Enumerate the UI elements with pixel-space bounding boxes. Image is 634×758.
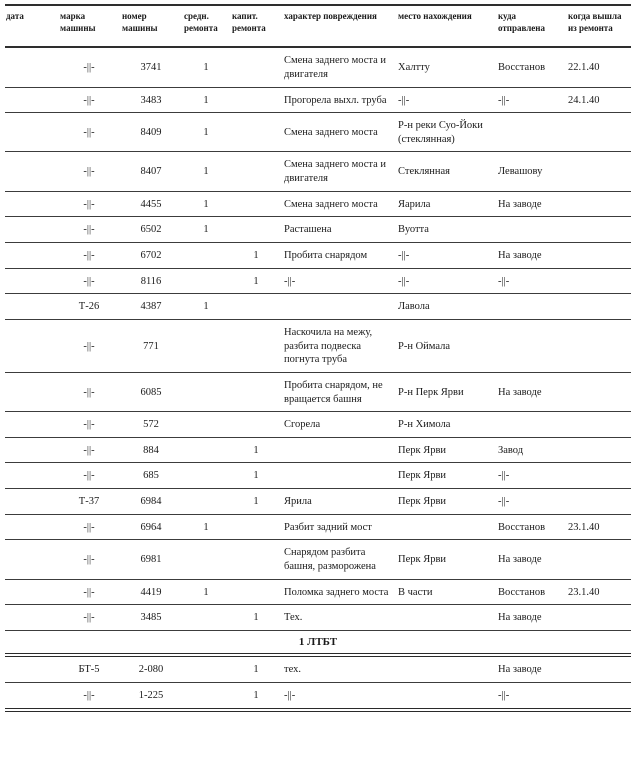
column-header-marka: марка машины [59, 5, 121, 47]
cell-nomer: 4455 [121, 191, 183, 217]
cell-harakter: Ярила [283, 489, 397, 515]
cell-kogda [567, 294, 631, 320]
cell-mesto: Перк Ярви [397, 489, 497, 515]
cell-nomer: 3485 [121, 605, 183, 631]
cell-mesto [397, 682, 497, 709]
cell-sredn [183, 463, 231, 489]
cell-data [5, 579, 59, 605]
cell-mesto: Вуотта [397, 217, 497, 243]
cell-kuda: Восстанов [497, 579, 567, 605]
cell-marka: -||- [59, 514, 121, 540]
cell-sredn [183, 319, 231, 372]
cell-kuda: На заводе [497, 191, 567, 217]
cell-kapit: 1 [231, 437, 283, 463]
cell-sredn: 1 [183, 579, 231, 605]
cell-mesto [397, 655, 497, 682]
cell-data [5, 268, 59, 294]
cell-nomer: 884 [121, 437, 183, 463]
cell-sredn: 1 [183, 47, 231, 87]
cell-marka: -||- [59, 191, 121, 217]
cell-harakter: Разбит задний мост [283, 514, 397, 540]
cell-data [5, 217, 59, 243]
column-header-harakter: характер повреждения [283, 5, 397, 47]
cell-mesto: Стеклянная [397, 152, 497, 191]
cell-kuda [497, 113, 567, 152]
cell-harakter [283, 437, 397, 463]
cell-kapit [231, 514, 283, 540]
cell-kuda [497, 319, 567, 372]
cell-kogda: 24.1.40 [567, 87, 631, 113]
cell-kapit: 1 [231, 655, 283, 682]
cell-kuda: На заводе [497, 655, 567, 682]
table-row [5, 191, 631, 217]
cell-nomer: 685 [121, 463, 183, 489]
cell-kuda: Восстанов [497, 47, 567, 87]
cell-kuda: -||- [497, 463, 567, 489]
cell-mesto [397, 605, 497, 631]
cell-data [5, 191, 59, 217]
column-header-mesto: место нахождения [397, 5, 497, 47]
cell-nomer: 4387 [121, 294, 183, 320]
cell-mesto: Яарила [397, 191, 497, 217]
cell-kogda [567, 463, 631, 489]
cell-kuda [497, 294, 567, 320]
cell-marka: -||- [59, 87, 121, 113]
cell-kapit: 1 [231, 489, 283, 515]
cell-kogda [567, 217, 631, 243]
table-row [5, 579, 631, 605]
cell-mesto: В части [397, 579, 497, 605]
table-row [5, 152, 631, 191]
table-row [5, 682, 631, 709]
column-header-data: дата [5, 5, 59, 47]
cell-kuda [497, 217, 567, 243]
cell-sredn [183, 682, 231, 709]
cell-nomer: 6981 [121, 540, 183, 579]
cell-marka: -||- [59, 682, 121, 709]
table-row [5, 655, 631, 682]
cell-data [5, 682, 59, 709]
cell-marka: -||- [59, 412, 121, 438]
cell-kogda: 23.1.40 [567, 579, 631, 605]
cell-kuda [497, 412, 567, 438]
table-header [5, 5, 631, 47]
cell-sredn: 1 [183, 152, 231, 191]
column-header-kapit: капит. ремонта [231, 5, 283, 47]
repair-table [5, 4, 631, 712]
cell-mesto: -||- [397, 243, 497, 269]
cell-harakter: тех. [283, 655, 397, 682]
cell-harakter: Тех. [283, 605, 397, 631]
cell-kuda: -||- [497, 489, 567, 515]
cell-data [5, 294, 59, 320]
cell-sredn [183, 372, 231, 411]
cell-mesto: Перк Ярви [397, 540, 497, 579]
cell-mesto: -||- [397, 87, 497, 113]
cell-data [5, 372, 59, 411]
cell-nomer: 771 [121, 319, 183, 372]
cell-sredn [183, 268, 231, 294]
cell-harakter: Смена заднего моста и двигателя [283, 47, 397, 87]
cell-sredn [183, 412, 231, 438]
cell-harakter: Сгорела [283, 412, 397, 438]
table-row [5, 489, 631, 515]
cell-kapit [231, 87, 283, 113]
cell-kogda [567, 268, 631, 294]
cell-harakter [283, 463, 397, 489]
cell-data [5, 463, 59, 489]
cell-marka: -||- [59, 605, 121, 631]
cell-marka: -||- [59, 113, 121, 152]
cell-sredn [183, 605, 231, 631]
cell-nomer: 3741 [121, 47, 183, 87]
cell-nomer: 6085 [121, 372, 183, 411]
cell-marka: -||- [59, 579, 121, 605]
table-row [5, 540, 631, 579]
cell-kuda: Восстанов [497, 514, 567, 540]
cell-sredn [183, 540, 231, 579]
table-row [5, 605, 631, 631]
cell-sredn: 1 [183, 217, 231, 243]
cell-marka: -||- [59, 319, 121, 372]
cell-marka: БТ-5 [59, 655, 121, 682]
section-row [5, 630, 631, 655]
cell-mesto: Р-н реки Суо-Йоки (стеклянная) [397, 113, 497, 152]
cell-kapit [231, 113, 283, 152]
table-row [5, 268, 631, 294]
cell-nomer: 6702 [121, 243, 183, 269]
cell-kuda: -||- [497, 682, 567, 709]
table-row [5, 87, 631, 113]
cell-nomer: 6502 [121, 217, 183, 243]
cell-kogda [567, 489, 631, 515]
cell-nomer: 2-080 [121, 655, 183, 682]
cell-data [5, 655, 59, 682]
cell-harakter: Наскочила на межу, разбита подвеска погнута труба [283, 319, 397, 372]
cell-marka: -||- [59, 372, 121, 411]
cell-kapit [231, 47, 283, 87]
table-row [5, 372, 631, 411]
cell-harakter: Пробита снарядом [283, 243, 397, 269]
cell-nomer: 6964 [121, 514, 183, 540]
cell-data [5, 514, 59, 540]
cell-kogda [567, 605, 631, 631]
cell-marka: -||- [59, 152, 121, 191]
cell-data [5, 87, 59, 113]
cell-sredn: 1 [183, 87, 231, 113]
column-header-nomer: номер машины [121, 5, 183, 47]
cell-kogda [567, 243, 631, 269]
cell-data [5, 113, 59, 152]
cell-kuda: На заводе [497, 243, 567, 269]
cell-kuda: Завод [497, 437, 567, 463]
cell-kuda: -||- [497, 87, 567, 113]
cell-mesto [397, 514, 497, 540]
cell-kogda [567, 319, 631, 372]
cell-sredn [183, 437, 231, 463]
cell-marka: -||- [59, 268, 121, 294]
cell-sredn: 1 [183, 514, 231, 540]
cell-nomer: 8407 [121, 152, 183, 191]
cell-kapit [231, 412, 283, 438]
cell-marka: -||- [59, 540, 121, 579]
cell-marka: Т-37 [59, 489, 121, 515]
cell-nomer: 4419 [121, 579, 183, 605]
table-row [5, 514, 631, 540]
cell-data [5, 47, 59, 87]
table-row [5, 243, 631, 269]
cell-mesto: Халтту [397, 47, 497, 87]
cell-kuda: На заводе [497, 540, 567, 579]
cell-harakter: -||- [283, 268, 397, 294]
cell-kogda [567, 412, 631, 438]
cell-data [5, 605, 59, 631]
cell-marka: Т-26 [59, 294, 121, 320]
cell-kapit: 1 [231, 243, 283, 269]
cell-mesto: -||- [397, 268, 497, 294]
table-row [5, 463, 631, 489]
cell-nomer: 3483 [121, 87, 183, 113]
cell-data [5, 319, 59, 372]
table-row [5, 294, 631, 320]
cell-kogda [567, 682, 631, 709]
cell-kogda [567, 437, 631, 463]
cell-sredn: 1 [183, 294, 231, 320]
column-header-sredn: средн. ремонта [183, 5, 231, 47]
cell-kuda: Левашову [497, 152, 567, 191]
column-header-kogda: когда вышла из ремонта [567, 5, 631, 47]
table-body [5, 47, 631, 709]
cell-data [5, 152, 59, 191]
cell-sredn [183, 489, 231, 515]
cell-kuda: -||- [497, 268, 567, 294]
cell-kapit [231, 372, 283, 411]
cell-kapit: 1 [231, 268, 283, 294]
cell-marka: -||- [59, 437, 121, 463]
cell-kapit: 1 [231, 682, 283, 709]
section-label: 1 ЛТБТ [5, 630, 631, 655]
cell-marka: -||- [59, 463, 121, 489]
column-header-kuda: куда отправлена [497, 5, 567, 47]
table-row [5, 217, 631, 243]
cell-kuda: На заводе [497, 372, 567, 411]
cell-data [5, 243, 59, 269]
cell-data [5, 489, 59, 515]
cell-harakter: -||- [283, 682, 397, 709]
cell-harakter [283, 294, 397, 320]
cell-kapit [231, 294, 283, 320]
cell-mesto: Лавола [397, 294, 497, 320]
cell-marka: -||- [59, 243, 121, 269]
cell-mesto: Р-н Перк Ярви [397, 372, 497, 411]
cell-sredn: 1 [183, 191, 231, 217]
cell-kapit [231, 579, 283, 605]
cell-harakter: Пробита снарядом, не вращается башня [283, 372, 397, 411]
cell-harakter: Смена заднего моста [283, 113, 397, 152]
cell-nomer: 6984 [121, 489, 183, 515]
cell-kapit [231, 217, 283, 243]
cell-kogda [567, 191, 631, 217]
cell-kogda [567, 540, 631, 579]
cell-kogda [567, 655, 631, 682]
table-row [5, 47, 631, 87]
cell-kapit [231, 540, 283, 579]
cell-harakter: Смена заднего моста [283, 191, 397, 217]
cell-mesto: Перк Ярви [397, 463, 497, 489]
table-row [5, 437, 631, 463]
cell-nomer: 8409 [121, 113, 183, 152]
cell-nomer: 572 [121, 412, 183, 438]
cell-data [5, 540, 59, 579]
cell-harakter: Прогорела выхл. труба [283, 87, 397, 113]
cell-kogda: 23.1.40 [567, 514, 631, 540]
cell-harakter: Поломка заднего моста [283, 579, 397, 605]
header-row [5, 5, 631, 47]
cell-kapit [231, 152, 283, 191]
cell-mesto: Р-н Химола [397, 412, 497, 438]
cell-kapit [231, 191, 283, 217]
cell-nomer: 8116 [121, 268, 183, 294]
table-row [5, 113, 631, 152]
cell-sredn [183, 243, 231, 269]
table-row [5, 319, 631, 372]
cell-mesto: Р-н Оймала [397, 319, 497, 372]
cell-mesto: Перк Ярви [397, 437, 497, 463]
cell-sredn: 1 [183, 113, 231, 152]
cell-nomer: 1-225 [121, 682, 183, 709]
cell-kogda [567, 152, 631, 191]
cell-kuda: На заводе [497, 605, 567, 631]
cell-marka: -||- [59, 217, 121, 243]
table-row [5, 412, 631, 438]
cell-data [5, 412, 59, 438]
cell-kapit: 1 [231, 605, 283, 631]
cell-data [5, 437, 59, 463]
cell-harakter: Расташена [283, 217, 397, 243]
cell-harakter: Смена заднего моста и двигателя [283, 152, 397, 191]
cell-kapit [231, 319, 283, 372]
cell-marka: -||- [59, 47, 121, 87]
cell-harakter: Снарядом разбита башня, разморожена [283, 540, 397, 579]
cell-kapit: 1 [231, 463, 283, 489]
cell-kogda [567, 372, 631, 411]
cell-kogda [567, 113, 631, 152]
cell-sredn [183, 655, 231, 682]
cell-kogda: 22.1.40 [567, 47, 631, 87]
